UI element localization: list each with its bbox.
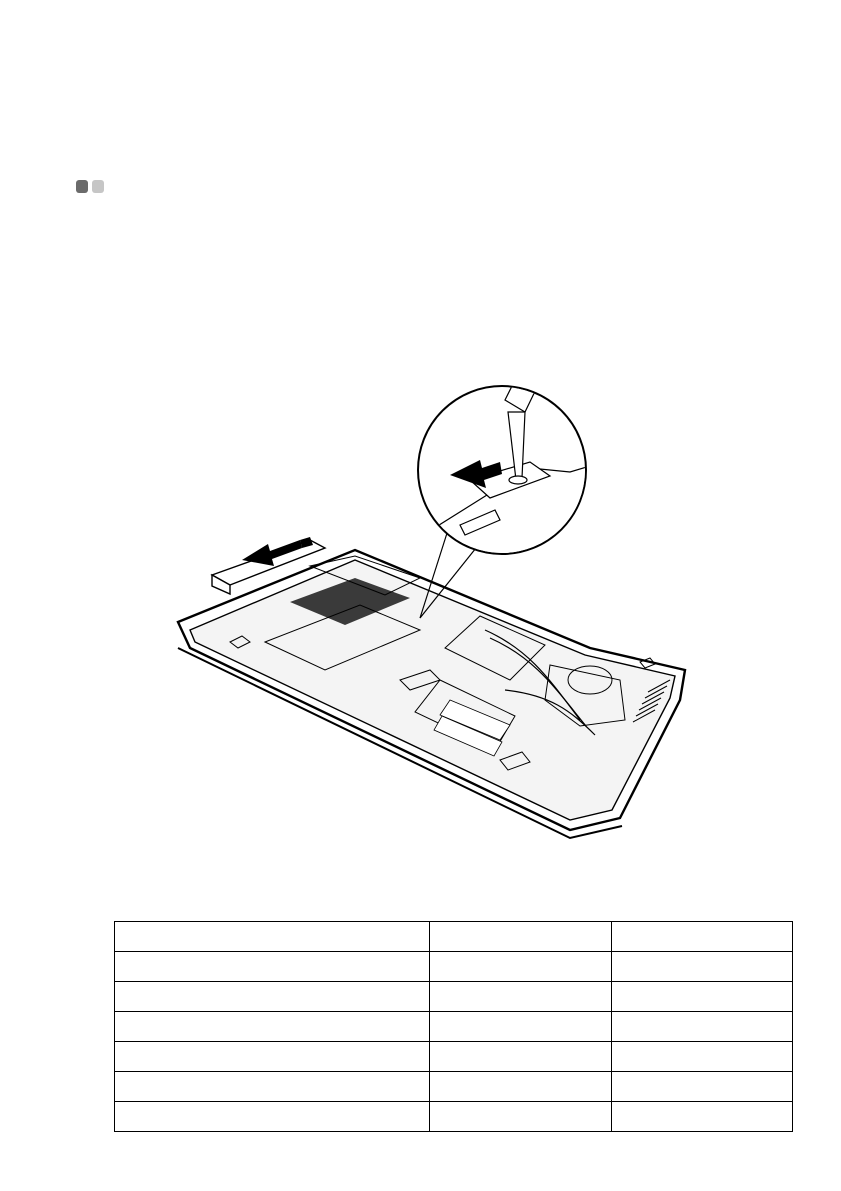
table-cell [115,922,430,952]
table-cell [430,1012,612,1042]
section-bullets [76,180,104,193]
table-row [115,952,793,982]
table-cell [612,922,793,952]
table-cell [115,1102,430,1132]
table-row [115,1102,793,1132]
table-cell [612,952,793,982]
table-cell [115,1012,430,1042]
table-cell [115,982,430,1012]
table-cell [612,1042,793,1072]
square-bullet-dark-icon [76,180,88,193]
table-cell [612,982,793,1012]
table-row [115,922,793,952]
table-cell [612,1072,793,1102]
table-cell [115,1042,430,1072]
table-cell [430,1072,612,1102]
table-row [115,982,793,1012]
detail-magnifier [418,380,620,570]
table-cell [115,952,430,982]
table-row [115,1012,793,1042]
table-cell [430,1102,612,1132]
table-cell [430,1042,612,1072]
table-cell [430,982,612,1012]
table-row [115,1072,793,1102]
table-row [115,1042,793,1072]
laptop-bottom-illustration [150,380,710,840]
table-cell [430,952,612,982]
table-cell [612,1102,793,1132]
square-bullet-light-icon [92,180,104,193]
table-cell [612,1012,793,1042]
table-cell [115,1072,430,1102]
table-cell [430,922,612,952]
spec-table [114,921,793,1132]
laptop-base [178,550,685,838]
